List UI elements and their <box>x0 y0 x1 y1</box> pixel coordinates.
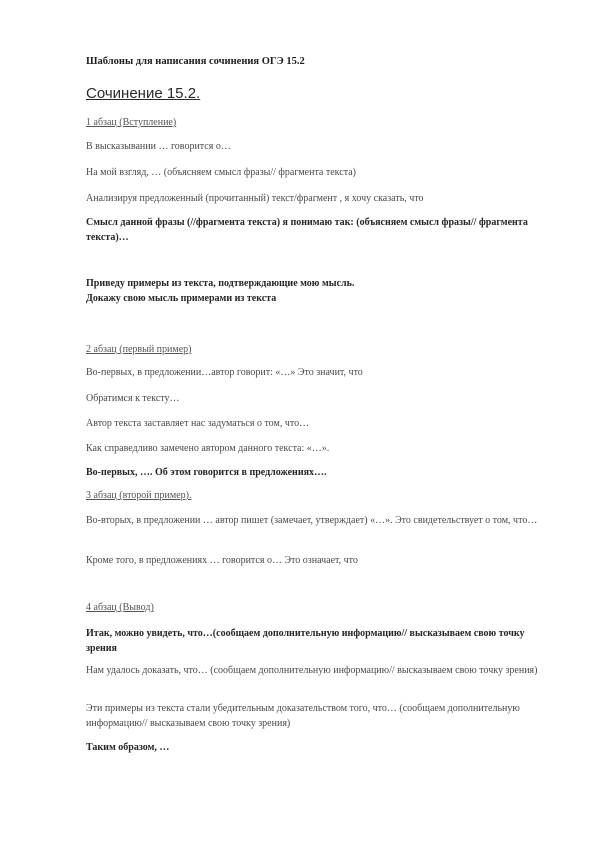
intro-line: В высказывании … говорится о… <box>86 141 231 152</box>
document-title: Шаблоны для написания сочинения ОГЭ 15.2 <box>86 56 305 67</box>
example1-line: Обратимся к тексту… <box>86 393 180 404</box>
conclusion-line: Эти примеры из текста стали убедительным доказательством того, что… (сообщаем дополнительную информацию// высказываем свою точку зрения) <box>86 703 520 729</box>
intro-line: Приведу примеры из текста, подтверждающие мою мысль. <box>86 278 355 289</box>
intro-line: Анализируя предложенный (прочитанный) текст/фрагмент , я хочу сказать, что <box>86 193 424 204</box>
intro-heading: 1 абзац (Вступление) <box>86 117 177 128</box>
conclusion-line: Таким образом, … <box>86 742 170 753</box>
example2-heading: 3 абзац (второй пример). <box>86 490 192 501</box>
example1-line: Как справедливо замечено автором данного текста: «…». <box>86 443 330 454</box>
intro-line: Докажу свою мысль примерами из текста <box>86 293 277 304</box>
conclusion-line: Итак, можно увидеть, что…(сообщаем дополнительную информацию// высказываем свою точку зрения <box>86 628 525 654</box>
example2-line: Кроме того, в предложениях … говорится о… Это означает, что <box>86 555 358 566</box>
conclusion-line: Нам удалось доказать, что… (сообщаем дополнительную информацию// высказываем свою точку зрения) <box>86 665 538 676</box>
intro-line: На мой взгляд, … (объясняем смысл фразы// фрагмента текста) <box>86 167 356 178</box>
example1-heading: 2 абзац (первый пример) <box>86 344 192 355</box>
example1-line: Во-первых, в предложении…автор говорит: «…» Это значит, что <box>86 367 363 378</box>
intro-line: Смысл данной фразы (//фрагмента текста) я понимаю так: (объясняем смысл фразы// фрагмента текста)… <box>86 217 528 243</box>
essay-heading: Сочинение 15.2. <box>86 85 201 102</box>
conclusion-heading: 4 абзац (Вывод) <box>86 602 154 613</box>
example1-line: Автор текста заставляет нас задуматься о том, что… <box>86 418 310 429</box>
document-page <box>86 0 556 850</box>
example2-line: Во-вторых, в предложении … автор пишет (замечает, утверждает) «…». Это свидетельствует о том, что… <box>86 515 538 526</box>
example1-line: Во-первых, …. Об этом говорится в предложениях…. <box>86 467 327 478</box>
